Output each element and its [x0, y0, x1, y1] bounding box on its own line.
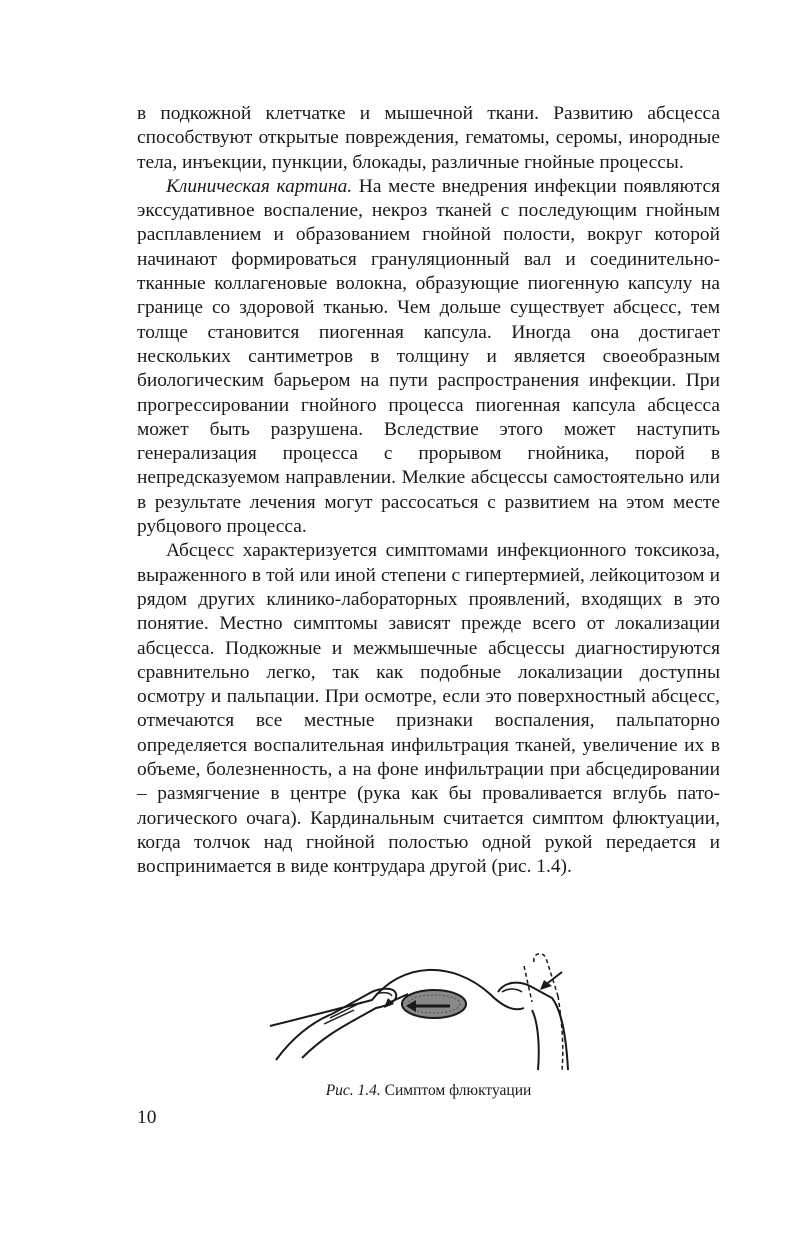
paragraph-1-text: в подкожной клетчатке и мышечной ткани. Развитию абсцесса способствуют открытые повреждения, гематомы, серомы, инородные тела, инъекции, пункции, блокады, различные гнойные процессы.: [137, 103, 720, 173]
figure-caption-label: Рис. 1.4.: [325, 1082, 381, 1099]
page-number: 10: [137, 1107, 157, 1128]
paragraph-3-text: Абсцесс характеризуется симптомами инфекционного токсикоза, выраженного в той или иной степени с гипертермией, лейкоцитозом и рядом других клинико-лабораторных проявлений, входящих в это понятие. Местно симптомы зависят прежде всего от локализации абсцесса. Подкожные и межмышечные абсцессы диагностируются сравнительно легко, так как подобные локализации доступны осмотру и пальпации. При осмотре, если это поверхностный абсцесс, отмечаются все местные признаки воспаления, пальпаторно определяется воспалительная инфильтрация тканей, увеличение их в объеме, болезненность, а на фоне инфильтрации при абсцедировании – размягчение в центре (рука как бы проваливается вглубь патологического очага). Кардинальным считается симптом флюктуации, когда толчок над гнойной полостью одной рукой передается и воспринимается в виде контрудара другой (рис. 1.4).: [137, 540, 720, 878]
figure-caption: [137, 1081, 720, 1101]
left-hand: [276, 989, 396, 1060]
paragraph-2: [137, 175, 720, 539]
paragraph-1: [137, 102, 720, 175]
body-text: [137, 102, 720, 880]
paragraph-2-text: На месте внедрения инфекции появляются экссудативное воспаление, некроз тканей с последующим гнойным расплавлением и образованием гнойной полости, вокруг которой начинают формироваться грануляционный вал и соединительно-тканные коллагеновые волокна, образующие пиогенную капсулу на границе со здоровой тканью. Чем дольше существует абсцесс, тем толще становится пиогенная капсула. Иногда она достигает нескольких сантиметров в толщину и является своеобразным биологическим барьером на пути распространения инфекции. При прогрессировании гнойного процесса пиогенная капсула абсцесса может быть разрушена. Вследствие этого может наступить генерализация процесса с прорывом гнойника, порой в непредсказуемом направлении. Мелкие абсцессы самостоятельно или в результате лечения могут рассосаться с развитием на этом месте рубцового процесса.: [137, 175, 720, 538]
fluctuation-illustration: [262, 952, 592, 1074]
figure-fluctuation: [262, 952, 592, 1074]
paragraph-3: [137, 539, 720, 879]
paragraph-2-lead: Клиническая картина.: [166, 175, 353, 197]
figure-caption-text: Симптом флюктуации: [380, 1082, 532, 1099]
